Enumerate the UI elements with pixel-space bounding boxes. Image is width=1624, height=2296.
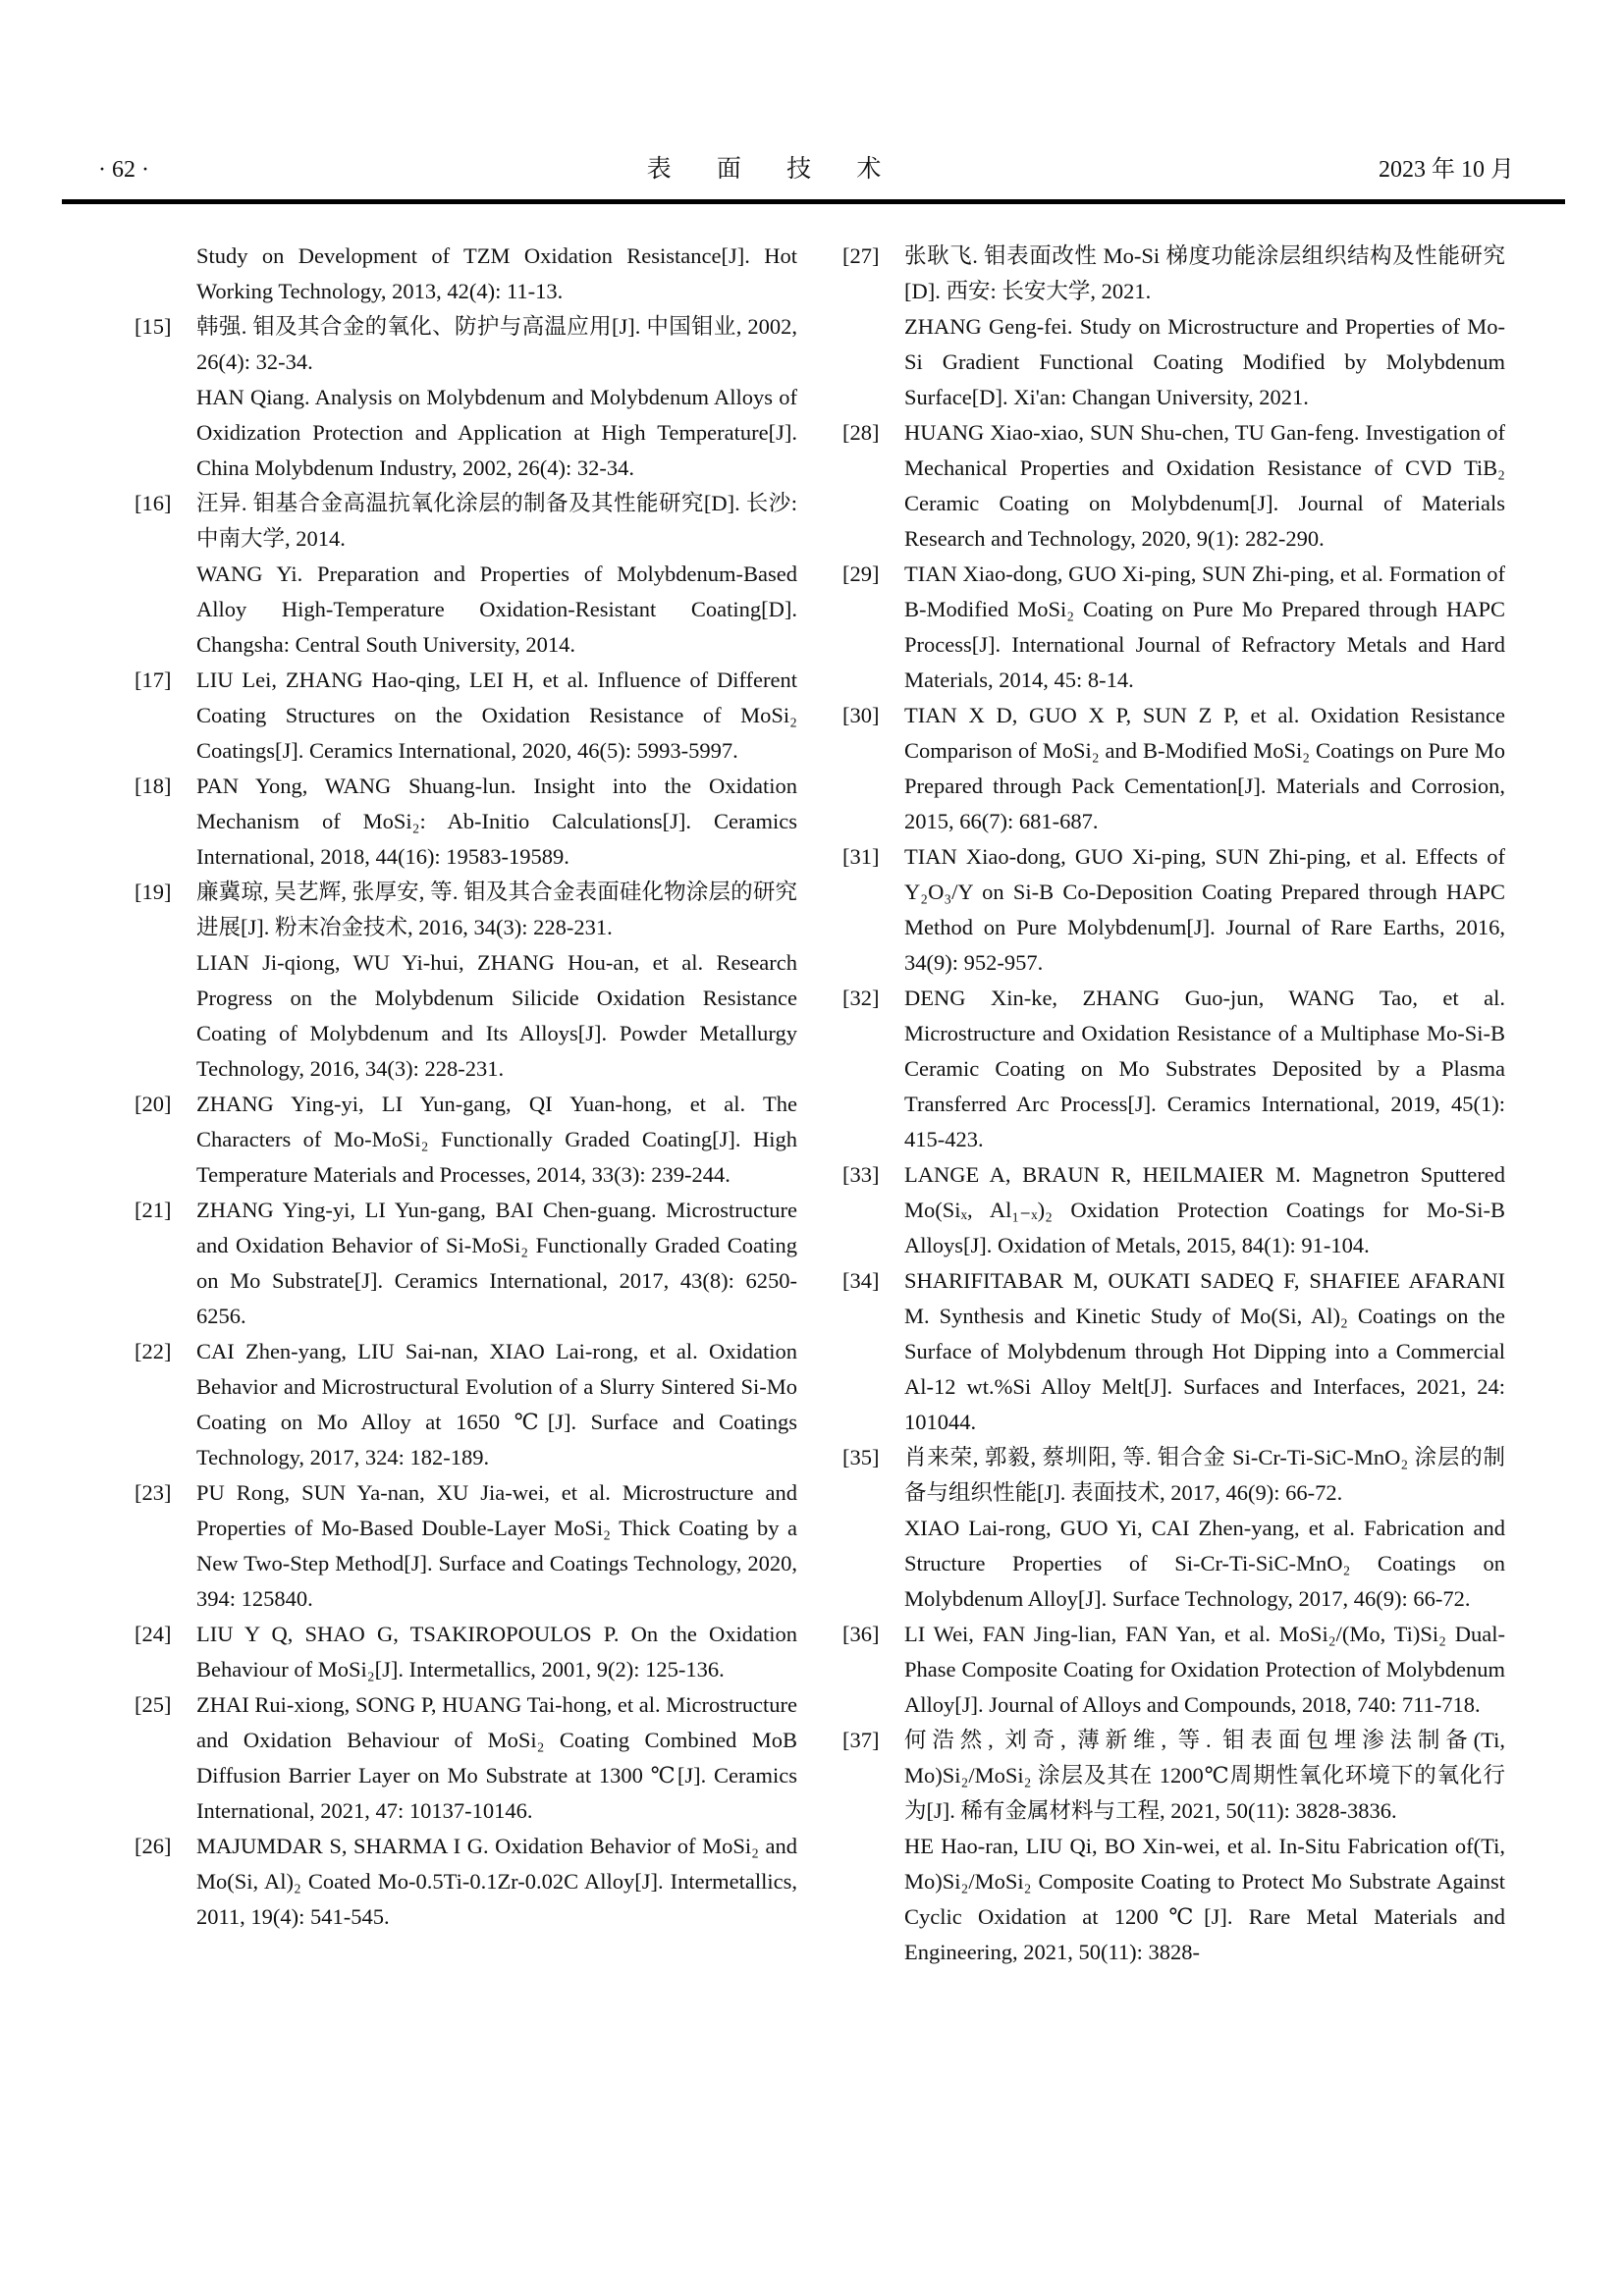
header-rule: [62, 199, 1565, 204]
reference-entry: [135, 486, 797, 663]
reference-entry: [842, 1723, 1505, 1970]
reference-paragraph: DENG Xin-ke, ZHANG Guo-jun, WANG Tao, et al. Microstructure and Oxidation Resistance of a Multiphase Mo-Si-B Ceramic Coating on Mo Substrates Deposited by a Plasma Transferred Arc Process[J]. Ceramics International, 2019, 45(1): 415-423.: [904, 986, 1505, 1151]
reference-number: [19]: [135, 880, 172, 904]
reference-entry: [842, 981, 1505, 1157]
reference-entry: [842, 1440, 1505, 1617]
reference-number: [23]: [135, 1480, 172, 1505]
reference-entry: [135, 1687, 797, 1829]
references-column-right: [842, 239, 1505, 1970]
reference-number: [33]: [842, 1162, 880, 1187]
reference-paragraph: LANGE A, BRAUN R, HEILMAIER M. Magnetron Sputtered Mo(Siₓ, Al₁₋ₓ)₂ Oxidation Protection Coatings for Mo-Si-B Alloys[J]. Oxidation of Metals, 2015, 84(1): 91-104.: [904, 1162, 1505, 1257]
reference-paragraph: TIAN Xiao-dong, GUO Xi-ping, SUN Zhi-ping, et al. Effects of Y₂O₃/Y on Si-B Co-Deposition Coating Prepared through HAPC Method on Pure Molybdenum[J]. Journal of Rare Earths, 2016, 34(9): 952-957.: [904, 844, 1505, 975]
reference-number: [35]: [842, 1445, 880, 1469]
reference-number: [22]: [135, 1339, 172, 1363]
reference-paragraph: 张耿飞. 钼表面改性 Mo-Si 梯度功能涂层组织结构及性能研究[D]. 西安: 长安大学, 2021.: [904, 243, 1505, 303]
reference-number: [25]: [135, 1692, 172, 1717]
reference-paragraph: 何浩然, 刘奇, 薄新维, 等. 钼表面包埋渗法制备(Ti, Mo)Si₂/MoSi₂ 涂层及其在 1200℃周期性氧化环境下的氧化行为[J]. 稀有金属材料与工程, 2021, 50(11): 3828-3836.: [904, 1728, 1505, 1823]
reference-paragraph: SHARIFITABAR M, OUKATI SADEQ F, SHAFIEE AFARANI M. Synthesis and Kinetic Study of Mo(Si, Al)₂ Coatings on the Surface of Molybdenum through Hot Dipping into a Commercial Al-12 wt.%Si Alloy Melt[J]. Surfaces and Interfaces, 2021, 24: 101044.: [904, 1268, 1505, 1434]
reference-number: [28]: [842, 420, 880, 445]
reference-entry: [842, 557, 1505, 698]
reference-paragraph: XIAO Lai-rong, GUO Yi, CAI Zhen-yang, et al. Fabrication and Structure Properties of Si-Cr-Ti-SiC-MnO₂ Coatings on Molybdenum Alloy[J]. Surface Technology, 2017, 46(9): 66-72.: [904, 1516, 1505, 1611]
reference-entry: [135, 663, 797, 769]
reference-entry: [135, 1829, 797, 1935]
reference-number: [32]: [842, 986, 880, 1010]
reference-paragraph: HE Hao-ran, LIU Qi, BO Xin-wei, et al. In-Situ Fabrication of(Ti, Mo)Si₂/MoSi₂ Composite Coating to Protect Mo Substrate Against Cyclic Oxidation at 1200℃[J]. Rare Metal Materials and Engineering, 2021, 50(11): 3828-: [904, 1834, 1505, 1964]
reference-entry: [842, 698, 1505, 839]
reference-paragraph: HAN Qiang. Analysis on Molybdenum and Molybdenum Alloys of Oxidization Protection and Application at High Temperature[J]. China Molybdenum Industry, 2002, 26(4): 32-34.: [196, 385, 797, 480]
reference-entry: [135, 1334, 797, 1475]
reference-entry: [842, 239, 1505, 415]
reference-number: [34]: [842, 1268, 880, 1293]
references-column-left: [135, 239, 797, 1970]
reference-entry: [135, 309, 797, 486]
reference-entry: [842, 839, 1505, 981]
reference-paragraph: LIU Lei, ZHANG Hao-qing, LEI H, et al. Influence of Different Coating Structures on the Oxidation Resistance of MoSi₂ Coatings[J]. Ceramics International, 2020, 46(5): 5993-5997.: [196, 667, 797, 763]
reference-paragraph: TIAN Xiao-dong, GUO Xi-ping, SUN Zhi-ping, et al. Formation of B-Modified MoSi₂ Coating on Pure Mo Prepared through HAPC Process[J]. International Journal of Refractory Metals and Hard Materials, 2014, 45: 8-14.: [904, 561, 1505, 692]
reference-paragraph: LIAN Ji-qiong, WU Yi-hui, ZHANG Hou-an, et al. Research Progress on the Molybdenum Silicide Oxidation Resistance Coating of Molybdenum and Its Alloys[J]. Powder Metallurgy Technology, 2016, 34(3): 228-231.: [196, 950, 797, 1081]
reference-paragraph: TIAN X D, GUO X P, SUN Z P, et al. Oxidation Resistance Comparison of MoSi₂ and B-Modified MoSi₂ Coatings on Pure Mo Prepared through Pack Cementation[J]. Materials and Corrosion, 2015, 66(7): 681-687.: [904, 703, 1505, 833]
reference-number: [27]: [842, 243, 880, 268]
reference-entry: [842, 415, 1505, 557]
reference-paragraph: 廉冀琼, 吴艺辉, 张厚安, 等. 钼及其合金表面硅化物涂层的研究进展[J]. 粉末冶金技术, 2016, 34(3): 228-231.: [196, 880, 797, 939]
reference-entry: [135, 1475, 797, 1617]
reference-paragraph: ZHANG Ying-yi, LI Yun-gang, BAI Chen-guang. Microstructure and Oxidation Behavior of Si-MoSi₂ Functionally Graded Coating on Mo Substrate[J]. Ceramics International, 2017, 43(8): 6250-6256.: [196, 1198, 797, 1328]
reference-paragraph: ZHANG Ying-yi, LI Yun-gang, QI Yuan-hong, et al. The Characters of Mo-MoSi₂ Functionally Graded Coating[J]. High Temperature Materials and Processes, 2014, 33(3): 239-244.: [196, 1092, 797, 1187]
reference-number: [30]: [842, 703, 880, 727]
reference-number: [24]: [135, 1622, 172, 1646]
reference-entry: [842, 1617, 1505, 1723]
reference-paragraph: HUANG Xiao-xiao, SUN Shu-chen, TU Gan-feng. Investigation of Mechanical Properties and Oxidation Resistance of CVD TiB₂ Ceramic Coating on Molybdenum[J]. Journal of Materials Research and Technology, 2020, 9(1): 282-290.: [904, 420, 1505, 551]
reference-number: [37]: [842, 1728, 880, 1752]
reference-list: [135, 239, 1505, 1970]
reference-paragraph: PU Rong, SUN Ya-nan, XU Jia-wei, et al. Microstructure and Properties of Mo-Based Double-Layer MoSi₂ Thick Coating by a New Two-Step Method[J]. Surface and Coatings Technology, 2020, 394: 125840.: [196, 1480, 797, 1611]
reference-paragraph: ZHANG Geng-fei. Study on Microstructure and Properties of Mo-Si Gradient Functional Coating Modified by Molybdenum Surface[D]. Xi'an: Changan University, 2021.: [904, 314, 1505, 409]
reference-entry: [842, 1157, 1505, 1263]
reference-number: [31]: [842, 844, 880, 869]
reference-entry: [135, 769, 797, 875]
reference-number: [18]: [135, 774, 172, 798]
reference-number: [20]: [135, 1092, 172, 1116]
reference-paragraph: Study on Development of TZM Oxidation Resistance[J]. Hot Working Technology, 2013, 42(4): 11-13.: [196, 243, 797, 303]
reference-entry: [135, 1087, 797, 1193]
reference-entry: [842, 1263, 1505, 1440]
journal-title: 表 面 技 术: [646, 156, 901, 183]
reference-entry: [135, 1617, 797, 1687]
reference-paragraph: 汪异. 钼基合金高温抗氧化涂层的制备及其性能研究[D]. 长沙: 中南大学, 2014.: [196, 491, 797, 551]
reference-paragraph: LI Wei, FAN Jing-lian, FAN Yan, et al. MoSi₂/(Mo, Ti)Si₂ Dual-Phase Composite Coating for Oxidation Protection of Molybdenum Alloy[J]. Journal of Alloys and Compounds, 2018, 740: 711-718.: [904, 1622, 1505, 1717]
page-number: · 62 ·: [98, 157, 149, 183]
reference-number: [15]: [135, 314, 172, 339]
reference-number: [29]: [842, 561, 880, 586]
reference-paragraph: LIU Y Q, SHAO G, TSAKIROPOULOS P. On the Oxidation Behaviour of MoSi₂[J]. Intermetallics, 2001, 9(2): 125-136.: [196, 1622, 797, 1682]
issue-date: 2023 年 10 月: [1379, 157, 1514, 183]
reference-paragraph: WANG Yi. Preparation and Properties of Molybdenum-Based Alloy High-Temperature Oxidation-Resistant Coating[D]. Changsha: Central South University, 2014.: [196, 561, 797, 657]
reference-entry: [135, 875, 797, 1087]
reference-paragraph: ZHAI Rui-xiong, SONG P, HUANG Tai-hong, et al. Microstructure and Oxidation Behaviour of MoSi₂ Coating Combined MoB Diffusion Barrier Layer on Mo Substrate at 1300 ℃[J]. Ceramics International, 2021, 47: 10137-10146.: [196, 1692, 797, 1823]
reference-number: [17]: [135, 667, 172, 692]
reference-number: [16]: [135, 491, 172, 515]
reference-paragraph: CAI Zhen-yang, LIU Sai-nan, XIAO Lai-rong, et al. Oxidation Behavior and Microstructural Evolution of a Slurry Sintered Si-Mo Coating on Mo Alloy at 1650 ℃[J]. Surface and Coatings Technology, 2017, 324: 182-189.: [196, 1339, 797, 1469]
reference-number: [26]: [135, 1834, 172, 1858]
reference-entry: [135, 239, 797, 309]
reference-paragraph: PAN Yong, WANG Shuang-lun. Insight into the Oxidation Mechanism of MoSi₂: Ab-Initio Calculations[J]. Ceramics International, 2018, 44(16): 19583-19589.: [196, 774, 797, 869]
reference-number: [21]: [135, 1198, 172, 1222]
reference-entry: [135, 1193, 797, 1334]
page-header: [98, 149, 1514, 185]
reference-paragraph: 韩强. 钼及其合金的氧化、防护与高温应用[J]. 中国钼业, 2002, 26(4): 32-34.: [196, 314, 797, 374]
reference-number: [36]: [842, 1622, 880, 1646]
reference-paragraph: 肖来荣, 郭毅, 蔡圳阳, 等. 钼合金 Si-Cr-Ti-SiC-MnO₂ 涂层的制备与组织性能[J]. 表面技术, 2017, 46(9): 66-72.: [904, 1445, 1505, 1505]
reference-paragraph: MAJUMDAR S, SHARMA I G. Oxidation Behavior of MoSi₂ and Mo(Si, Al)₂ Coated Mo-0.5Ti-0.1Zr-0.02C Alloy[J]. Intermetallics, 2011, 19(4): 541-545.: [196, 1834, 797, 1929]
